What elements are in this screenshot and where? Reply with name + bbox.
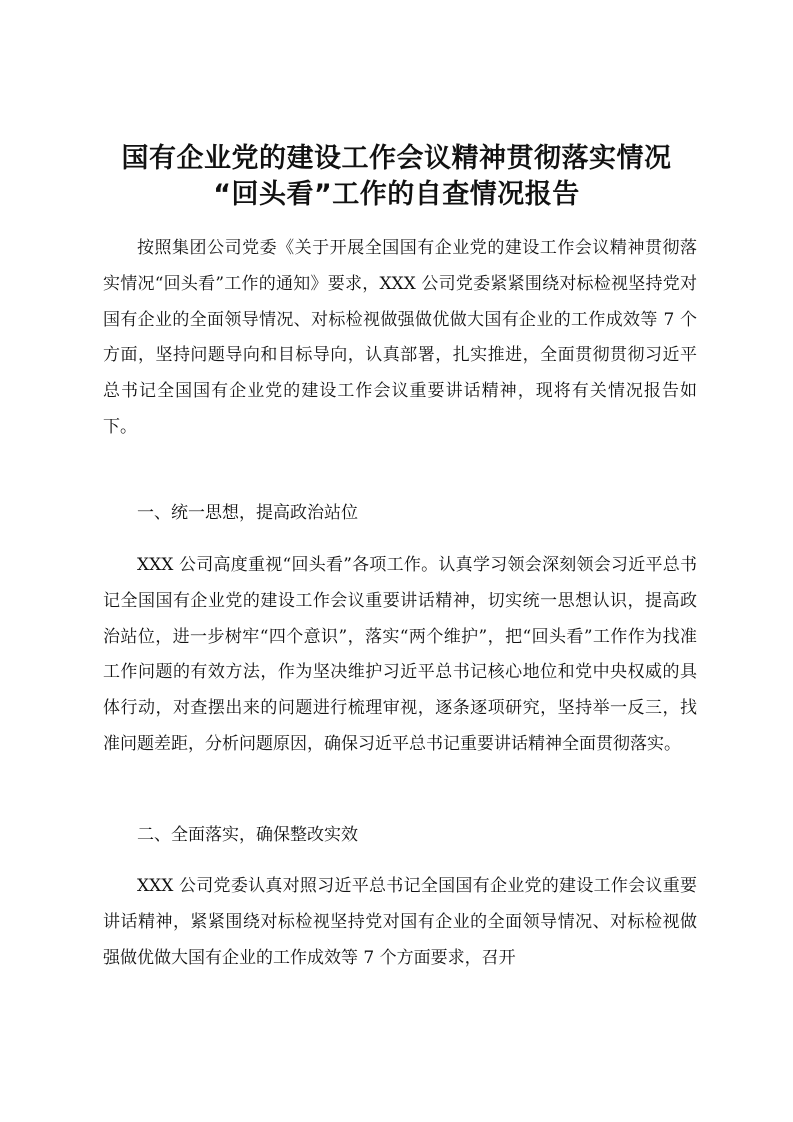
document-title-line-2: “回头看”工作的自查情况报告	[213, 179, 580, 210]
document-title-line-1: 国有企业党的建设工作会议精神贯彻落实情况	[121, 143, 672, 174]
section-heading-2: 二、全面落实，确保整改实效	[137, 825, 358, 845]
section-1-paragraph: XXX 公司高度重视“回头看”各项工作。认真学习领会深刻领会习近平总书记全国国有企业党的建设工作会议重要讲话精神，切实统一思想认识，提高政治站位，进一步树牢“四个意识”，落实“两个维护”，把“回头看”工作作为找准工作问题的有效方法，作为坚决维护习近平总书记核心地位和党中央权威的具体行动，对查摆出来的问题进行梳理审视，逐条逐项研究，坚持举一反三，找准问题差距，分析问题原因，确保习近平总书记重要讲话精神全面贯彻落实。	[103, 555, 697, 754]
intro-paragraph: 按照集团公司党委《关于开展全国国有企业党的建设工作会议精神贯彻落实情况“回头看”工作的通知》要求，XXX 公司党委紧紧围绕对标检视坚持党对国有企业的全面领导情况、对标检视做强做优做大国有企业的工作成效等 7 个方面，坚持问题导向和目标导向，认真部署，扎实推进，全面贯彻贯彻习近平总书记全国国有企业党的建设工作会议重要讲话精神，现将有关情况报告如下。	[103, 238, 697, 437]
section-2-paragraph: XXX 公司党委认真对照习近平总书记全国国有企业党的建设工作会议重要讲话精神，紧紧围绕对标检视坚持党对国有企业的全面领导情况、对标检视做强做优做大国有企业的工作成效等 7 个方面要求，召开	[103, 876, 697, 968]
section-heading-1: 一、统一思想，提高政治站位	[137, 503, 358, 523]
